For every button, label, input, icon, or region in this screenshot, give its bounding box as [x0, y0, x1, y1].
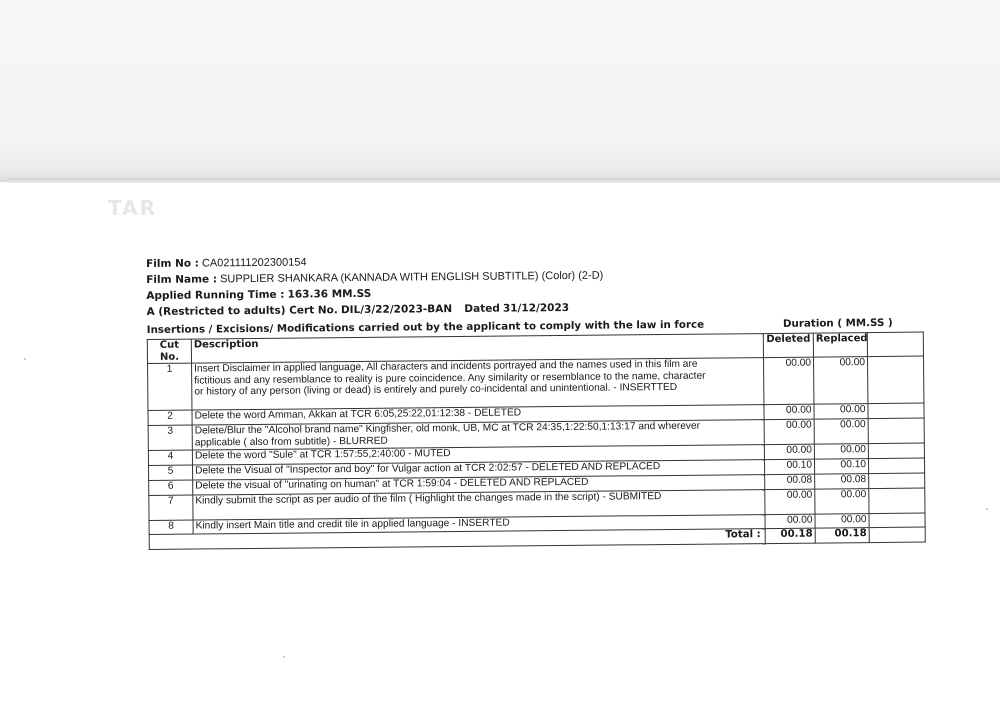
- film-no-value: CA021111202300154: [201, 256, 307, 270]
- total-deleted: 00.18: [765, 528, 815, 543]
- header-replaced: Replaced: [813, 333, 867, 358]
- description-line: Delete the word "Sule" at TCR 1:57:55,2:40:00 - MUTED: [194, 448, 451, 462]
- description-line: Delete the visual of "urinating on human" at TCR 1:59:04 - DELETED AND REPLACED: [195, 476, 589, 492]
- cuts-table-body: [147, 332, 925, 549]
- dated-label: Dated: [464, 302, 500, 315]
- scan-speck: [24, 358, 26, 360]
- running-time-value: 163.36 MM.SS: [287, 287, 372, 301]
- description-line: Kindly submit the script as per audio of the film ( Highlight the changes made in the script) - SUBMITED: [195, 491, 662, 507]
- description-line: fictitious and any resemblance to reality is pure coincidence. Any similarity or resemblance to the name, character: [194, 370, 706, 387]
- deleted-duration: 00.00: [764, 419, 814, 444]
- cut-number: 8: [149, 520, 193, 534]
- table-row: [148, 356, 924, 410]
- replaced-duration: 00.00: [814, 357, 868, 405]
- header-cut-no: Cut No.: [147, 339, 191, 363]
- cuts-table: [147, 332, 926, 550]
- description-line: applicable ( also from subtitle) - BLURRED: [194, 435, 388, 449]
- section-heading: Insertions / Excisions/ Modifications carried out by the applicant to comply with the law in force: [146, 318, 705, 336]
- replaced-duration: 00.00: [815, 489, 869, 515]
- replaced-duration: 00.10: [814, 459, 868, 475]
- deleted-duration: 00.00: [764, 404, 814, 419]
- running-time-label: Applied Running Time :: [146, 288, 285, 302]
- description-line: Kindly insert Main title and credit tile in applied language - INSERTED: [195, 517, 510, 532]
- description-line: Delete the word Amman, Akkan at TCR 6:05,25:22,01:12:38 - DELETED: [194, 407, 522, 422]
- replaced-duration: 00.00: [814, 444, 868, 460]
- blank-cell: [868, 443, 924, 459]
- header-description: Description: [191, 334, 763, 363]
- deleted-duration: 00.00: [764, 444, 814, 459]
- film-no-label: Film No :: [146, 257, 199, 270]
- deleted-duration: 00.00: [765, 514, 815, 528]
- header-blank: [867, 332, 923, 357]
- cut-description: [192, 358, 764, 410]
- description-line: or history of any person (living or dead) is entirely and purely co-incidental and unintentional. - INSERTTED: [194, 381, 678, 398]
- deleted-duration: 00.08: [765, 474, 815, 489]
- total-replaced: 00.18: [815, 528, 869, 544]
- replaced-duration: 00.00: [814, 419, 868, 445]
- total-label: Total :: [193, 529, 765, 549]
- blank-cell: [869, 513, 925, 528]
- description-line: Insert Disclaimer in applied language, All characters and incidents portrayed and the names used in this film are: [194, 358, 698, 375]
- cut-number: 1: [148, 363, 192, 410]
- description-line: Delete/Blur the "Alcohol brand name" Kingfisher, old monk, UB, MC at TCR 24:35,1:22:50,1:13:17 and wherever: [194, 420, 701, 437]
- blank-cell: [868, 418, 924, 444]
- certificate-label: A (Restricted to adults) Cert No.: [146, 304, 338, 318]
- replaced-duration: 00.00: [815, 514, 869, 529]
- certificate-number: DIL/3/22/2023-BAN: [340, 303, 453, 317]
- blank-cell: [868, 403, 924, 419]
- certificate-document: [146, 249, 929, 550]
- cut-number: 7: [149, 495, 193, 520]
- scan-speck: [283, 656, 285, 658]
- cut-number: 4: [148, 450, 192, 465]
- total-spacer: [149, 534, 193, 549]
- blank-cell: [869, 527, 925, 543]
- film-name-label: Film Name :: [146, 273, 218, 286]
- cut-number: 2: [148, 410, 192, 425]
- film-name-value: SUPPLIER SHANKARA (KANNADA WITH ENGLISH SUBTITLE) (Color) (2-D): [219, 269, 604, 286]
- cut-number: 6: [149, 480, 193, 495]
- blank-cell: [868, 458, 924, 474]
- deleted-duration: 00.00: [765, 489, 815, 514]
- deleted-duration: 00.00: [764, 357, 814, 404]
- blank-cell: [869, 473, 925, 489]
- cut-number: 3: [148, 425, 192, 450]
- deleted-duration: 00.10: [764, 459, 814, 474]
- blank-cell: [869, 488, 925, 514]
- header-deleted: Deleted: [763, 333, 813, 357]
- description-line: Delete the Visual of "Inspector and boy" for Vulgar action at TCR 2:02:57 - DELETED AND REPLACED: [195, 461, 661, 477]
- cut-number: 5: [149, 465, 193, 480]
- ghost-stamp: TAR: [108, 196, 157, 220]
- scanner-edge: [8, 178, 1000, 183]
- blank-cell: [867, 356, 923, 404]
- replaced-duration: 00.08: [815, 474, 869, 490]
- scanner-band: [0, 0, 1000, 182]
- scan-speck: [986, 508, 988, 510]
- duration-heading: Duration ( MM.SS ): [782, 316, 893, 330]
- replaced-duration: 00.00: [814, 404, 868, 420]
- dated-value: 31/12/2023: [502, 301, 570, 315]
